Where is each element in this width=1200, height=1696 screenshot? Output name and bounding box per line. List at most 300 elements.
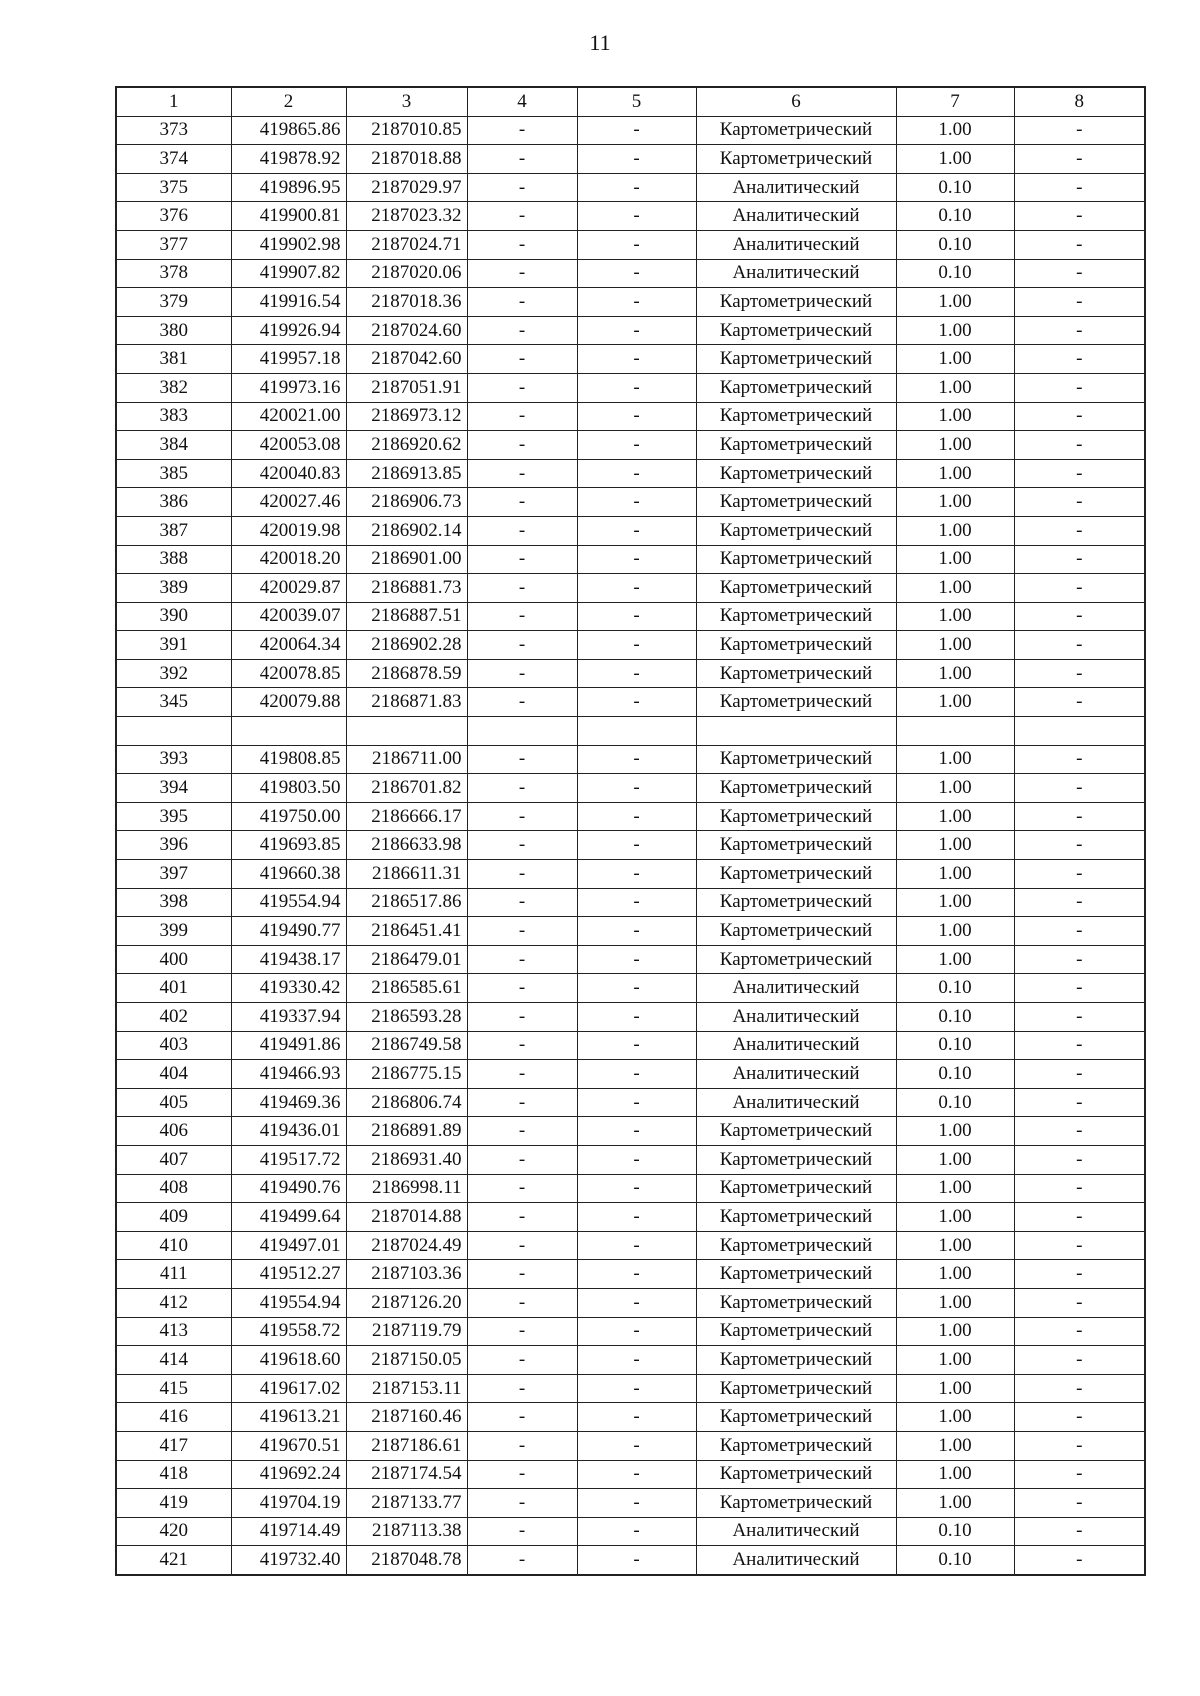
table-row [116, 602, 1145, 631]
table-cell: 2186998.11 [346, 1174, 467, 1203]
table-cell: - [577, 402, 696, 431]
table-row [116, 1517, 1145, 1546]
table-cell: - [1014, 1374, 1145, 1403]
table-cell [696, 717, 896, 746]
table-row [116, 1117, 1145, 1146]
table-cell: 1.00 [896, 659, 1014, 688]
table-row [116, 1489, 1145, 1518]
table-cell: 2187024.71 [346, 230, 467, 259]
table-cell: 1.00 [896, 688, 1014, 717]
table-cell: 414 [116, 1346, 231, 1375]
table-row [116, 831, 1145, 860]
table-cell: - [467, 345, 577, 374]
table-cell: - [467, 516, 577, 545]
table-cell: Картометрический [696, 1317, 896, 1346]
table-cell: 0.10 [896, 230, 1014, 259]
table-row [116, 1288, 1145, 1317]
table-cell: - [577, 202, 696, 231]
table-cell: 397 [116, 860, 231, 889]
table-cell: 419469.36 [231, 1088, 346, 1117]
table-cell: - [577, 1174, 696, 1203]
table-cell: - [1014, 1489, 1145, 1518]
table-cell: - [467, 1031, 577, 1060]
table-cell: 1.00 [896, 373, 1014, 402]
table-cell: Картометрический [696, 888, 896, 917]
table-cell: 421 [116, 1546, 231, 1575]
table-cell: Картометрический [696, 545, 896, 574]
table-row [116, 574, 1145, 603]
table-cell: 2186881.73 [346, 574, 467, 603]
table-cell: - [467, 373, 577, 402]
table-cell: Картометрический [696, 1145, 896, 1174]
table-cell: 419330.42 [231, 974, 346, 1003]
table-cell: 1.00 [896, 1403, 1014, 1432]
table-cell: 1.00 [896, 316, 1014, 345]
table-cell: 420 [116, 1517, 231, 1546]
table-cell: - [577, 974, 696, 1003]
table-cell: 2187014.88 [346, 1203, 467, 1232]
table-cell: - [1014, 974, 1145, 1003]
table-cell: - [577, 745, 696, 774]
table-cell: 384 [116, 431, 231, 460]
table-cell: 345 [116, 688, 231, 717]
table-cell: 1.00 [896, 345, 1014, 374]
table-row [116, 459, 1145, 488]
table-row [116, 1460, 1145, 1489]
table-cell: - [467, 1288, 577, 1317]
table-cell: - [1014, 488, 1145, 517]
table-row [116, 288, 1145, 317]
table-row [116, 545, 1145, 574]
table-row [116, 1060, 1145, 1089]
table-cell: - [1014, 1174, 1145, 1203]
table-cell: 1.00 [896, 574, 1014, 603]
table-cell: - [577, 259, 696, 288]
table-cell: 2187048.78 [346, 1546, 467, 1575]
table-row [116, 259, 1145, 288]
table-cell: - [1014, 202, 1145, 231]
table-cell [231, 717, 346, 746]
table-row [116, 945, 1145, 974]
table-body [116, 116, 1145, 1575]
table-cell: - [467, 1260, 577, 1289]
table-cell: - [1014, 259, 1145, 288]
table-cell [896, 717, 1014, 746]
table-cell: 418 [116, 1460, 231, 1489]
table-cell: Картометрический [696, 431, 896, 460]
table-cell: Картометрический [696, 1460, 896, 1489]
coordinates-table [115, 86, 1146, 1576]
table-cell: 400 [116, 945, 231, 974]
table-cell: 392 [116, 659, 231, 688]
table-cell: - [467, 173, 577, 202]
table-cell: 1.00 [896, 860, 1014, 889]
table-cell: Картометрический [696, 116, 896, 145]
table-cell: 419617.02 [231, 1374, 346, 1403]
table-row [116, 116, 1145, 145]
table-cell: 2186806.74 [346, 1088, 467, 1117]
table-cell: 419878.92 [231, 145, 346, 174]
table-cell: - [467, 1517, 577, 1546]
table-cell: 417 [116, 1431, 231, 1460]
table-cell: 1.00 [896, 459, 1014, 488]
table-cell: 388 [116, 545, 231, 574]
table-cell: 0.10 [896, 259, 1014, 288]
table-cell: 411 [116, 1260, 231, 1289]
table-cell: Картометрический [696, 488, 896, 517]
table-cell: 0.10 [896, 1060, 1014, 1089]
table-row [116, 1260, 1145, 1289]
table-cell: 2187051.91 [346, 373, 467, 402]
table-cell: 1.00 [896, 1145, 1014, 1174]
table-cell: - [1014, 917, 1145, 946]
table-cell: - [1014, 802, 1145, 831]
table-cell: 2187103.36 [346, 1260, 467, 1289]
table-row [116, 1374, 1145, 1403]
table-cell: 1.00 [896, 545, 1014, 574]
table-cell: Картометрический [696, 1231, 896, 1260]
table-cell: 376 [116, 202, 231, 231]
column-header: 5 [577, 87, 696, 116]
table-cell: 419957.18 [231, 345, 346, 374]
table-cell: - [467, 1174, 577, 1203]
table-cell: Аналитический [696, 1546, 896, 1575]
table-cell: 2186931.40 [346, 1145, 467, 1174]
table-cell: - [577, 1203, 696, 1232]
table-cell: - [467, 1231, 577, 1260]
table-cell: Картометрический [696, 1403, 896, 1432]
table-cell: - [577, 1317, 696, 1346]
table-cell: 419704.19 [231, 1489, 346, 1518]
table-cell: 1.00 [896, 774, 1014, 803]
table-cell: 420019.98 [231, 516, 346, 545]
table-cell: 2186887.51 [346, 602, 467, 631]
page-number: 11 [589, 30, 611, 55]
table-cell: 2187150.05 [346, 1346, 467, 1375]
table-cell: 2187023.32 [346, 202, 467, 231]
table-cell: 419499.64 [231, 1203, 346, 1232]
table-cell: Картометрический [696, 1489, 896, 1518]
table-cell: - [1014, 1431, 1145, 1460]
table-cell: 1.00 [896, 1431, 1014, 1460]
table-cell: 1.00 [896, 488, 1014, 517]
column-header: 2 [231, 87, 346, 116]
table-cell: - [577, 774, 696, 803]
table-cell: 420079.88 [231, 688, 346, 717]
table-cell: - [467, 116, 577, 145]
table-cell: - [467, 459, 577, 488]
table-cell: 1.00 [896, 917, 1014, 946]
table-row [116, 345, 1145, 374]
table-cell: - [467, 1346, 577, 1375]
table-cell: 1.00 [896, 1374, 1014, 1403]
table-cell: - [1014, 1031, 1145, 1060]
table-cell: 381 [116, 345, 231, 374]
table-cell: - [577, 659, 696, 688]
table-cell: - [467, 488, 577, 517]
table-cell: 408 [116, 1174, 231, 1203]
table-cell: Аналитический [696, 259, 896, 288]
table-cell: - [467, 1060, 577, 1089]
table-cell: - [1014, 1003, 1145, 1032]
table-cell: Картометрический [696, 373, 896, 402]
table-cell: 2187024.60 [346, 316, 467, 345]
table-cell: 1.00 [896, 1231, 1014, 1260]
table-cell: 380 [116, 316, 231, 345]
table-cell: 419490.76 [231, 1174, 346, 1203]
table-cell: - [1014, 173, 1145, 202]
table-cell: - [1014, 574, 1145, 603]
table-cell: - [577, 888, 696, 917]
table-cell: Картометрический [696, 659, 896, 688]
table-cell: - [467, 1203, 577, 1232]
table-cell: - [1014, 1288, 1145, 1317]
table-cell: 0.10 [896, 202, 1014, 231]
table-cell: - [1014, 459, 1145, 488]
table-cell: - [467, 860, 577, 889]
table-cell: Аналитический [696, 1517, 896, 1546]
table-cell: - [1014, 1546, 1145, 1575]
table-cell: 1.00 [896, 431, 1014, 460]
table-cell: 2186517.86 [346, 888, 467, 917]
table-cell: 1.00 [896, 116, 1014, 145]
table-cell: 1.00 [896, 602, 1014, 631]
table-cell: 2186901.00 [346, 545, 467, 574]
table-cell: - [467, 1546, 577, 1575]
table-cell: - [467, 202, 577, 231]
table-cell: - [577, 431, 696, 460]
table-cell: 2186585.61 [346, 974, 467, 1003]
table-cell: - [577, 116, 696, 145]
table-cell: 398 [116, 888, 231, 917]
table-cell: 0.10 [896, 1546, 1014, 1575]
table-cell: 420021.00 [231, 402, 346, 431]
table-cell: - [577, 1288, 696, 1317]
table-cell: 420078.85 [231, 659, 346, 688]
table-row [116, 1546, 1145, 1575]
table-cell: 1.00 [896, 1174, 1014, 1203]
table-cell: 1.00 [896, 1117, 1014, 1146]
table-cell [467, 717, 577, 746]
table-cell: 419732.40 [231, 1546, 346, 1575]
table-cell: 419491.86 [231, 1031, 346, 1060]
table-row [116, 1031, 1145, 1060]
table-cell: 2186451.41 [346, 917, 467, 946]
table-cell: 389 [116, 574, 231, 603]
table-cell: 2187174.54 [346, 1460, 467, 1489]
table-cell: - [577, 945, 696, 974]
table-cell: 0.10 [896, 1517, 1014, 1546]
table-cell: - [467, 288, 577, 317]
table-cell: 393 [116, 745, 231, 774]
table-cell: 374 [116, 145, 231, 174]
table-cell: - [467, 402, 577, 431]
table-cell: 1.00 [896, 1317, 1014, 1346]
table-cell: 420053.08 [231, 431, 346, 460]
table-cell: - [577, 574, 696, 603]
table-row [116, 1403, 1145, 1432]
table-cell: - [1014, 145, 1145, 174]
table-cell: 419337.94 [231, 1003, 346, 1032]
table-cell: 2186711.00 [346, 745, 467, 774]
table-cell: 2186479.01 [346, 945, 467, 974]
table-cell: 1.00 [896, 631, 1014, 660]
table-cell: Картометрический [696, 831, 896, 860]
table-cell: - [1014, 402, 1145, 431]
table-cell: 2187042.60 [346, 345, 467, 374]
table-cell: - [467, 1374, 577, 1403]
table-row [116, 373, 1145, 402]
table-cell: 402 [116, 1003, 231, 1032]
table-cell: - [467, 1403, 577, 1432]
table-cell: 419693.85 [231, 831, 346, 860]
table-cell: - [467, 774, 577, 803]
table-cell: 2186593.28 [346, 1003, 467, 1032]
table-cell: 2187160.46 [346, 1403, 467, 1432]
table-row [116, 1317, 1145, 1346]
table-cell: Картометрический [696, 1260, 896, 1289]
table-cell: - [1014, 1117, 1145, 1146]
table-cell: 391 [116, 631, 231, 660]
table-cell: - [577, 516, 696, 545]
table-cell: - [467, 1460, 577, 1489]
table-cell: 2186902.28 [346, 631, 467, 660]
table-cell: Картометрический [696, 774, 896, 803]
table-cell: 404 [116, 1060, 231, 1089]
table-cell: 419808.85 [231, 745, 346, 774]
table-cell: 419803.50 [231, 774, 346, 803]
table-cell: 2186906.73 [346, 488, 467, 517]
table-cell: Картометрический [696, 945, 896, 974]
table-cell: - [1014, 431, 1145, 460]
table-cell: - [577, 288, 696, 317]
table-cell: 419926.94 [231, 316, 346, 345]
table-cell: - [1014, 688, 1145, 717]
table-cell: - [467, 974, 577, 1003]
table-row [116, 1431, 1145, 1460]
table-cell: 378 [116, 259, 231, 288]
table-cell: - [577, 373, 696, 402]
column-header: 3 [346, 87, 467, 116]
table-cell: 419692.24 [231, 1460, 346, 1489]
table-cell: Аналитический [696, 202, 896, 231]
table-cell: 419750.00 [231, 802, 346, 831]
table-row [116, 659, 1145, 688]
table-cell: 419613.21 [231, 1403, 346, 1432]
table-cell: 2186891.89 [346, 1117, 467, 1146]
table-cell: - [1014, 631, 1145, 660]
table-row [116, 230, 1145, 259]
table-cell: - [467, 431, 577, 460]
table-cell: 385 [116, 459, 231, 488]
table-cell: 2186913.85 [346, 459, 467, 488]
table-cell: 403 [116, 1031, 231, 1060]
table-cell: 386 [116, 488, 231, 517]
table-cell: - [577, 917, 696, 946]
table-cell: Картометрический [696, 1174, 896, 1203]
column-header: 8 [1014, 87, 1145, 116]
table-cell: 2187119.79 [346, 1317, 467, 1346]
table-cell: 2186973.12 [346, 402, 467, 431]
table-cell: 2186871.83 [346, 688, 467, 717]
table-cell: 419896.95 [231, 173, 346, 202]
table-cell: 419438.17 [231, 945, 346, 974]
table-row [116, 917, 1145, 946]
table-cell: 419517.72 [231, 1145, 346, 1174]
table-cell: 2186749.58 [346, 1031, 467, 1060]
table-cell: - [467, 1003, 577, 1032]
table-cell: Аналитический [696, 230, 896, 259]
table-cell: 2187029.97 [346, 173, 467, 202]
table-cell: 420027.46 [231, 488, 346, 517]
table-row [116, 488, 1145, 517]
table-cell: Картометрический [696, 917, 896, 946]
table-cell: 1.00 [896, 1260, 1014, 1289]
table-cell: 1.00 [896, 1346, 1014, 1375]
table-cell: 394 [116, 774, 231, 803]
table-cell: 2187126.20 [346, 1288, 467, 1317]
table-cell: - [577, 145, 696, 174]
table-cell: - [577, 488, 696, 517]
table-cell: - [1014, 230, 1145, 259]
table-cell: - [577, 802, 696, 831]
table-cell: 419436.01 [231, 1117, 346, 1146]
table-cell: - [467, 688, 577, 717]
table-cell: Картометрический [696, 316, 896, 345]
table-cell: 416 [116, 1403, 231, 1432]
table-cell: - [577, 1489, 696, 1518]
table-cell: 1.00 [896, 888, 1014, 917]
table-cell: 373 [116, 116, 231, 145]
table-cell: 419916.54 [231, 288, 346, 317]
table-cell: - [467, 802, 577, 831]
table-cell: 401 [116, 974, 231, 1003]
table-cell: 0.10 [896, 1003, 1014, 1032]
table-cell: 2186902.14 [346, 516, 467, 545]
table-cell: - [467, 1489, 577, 1518]
table-cell: 419466.93 [231, 1060, 346, 1089]
table-row [116, 802, 1145, 831]
table-row [116, 717, 1145, 746]
table-cell: 399 [116, 917, 231, 946]
table-cell: 396 [116, 831, 231, 860]
table-cell: - [577, 1260, 696, 1289]
table-row [116, 431, 1145, 460]
table-cell: - [1014, 860, 1145, 889]
table-cell: - [1014, 1260, 1145, 1289]
table-cell: - [467, 230, 577, 259]
table-cell: - [577, 1031, 696, 1060]
table-row [116, 688, 1145, 717]
table-cell: Картометрический [696, 516, 896, 545]
table-row [116, 631, 1145, 660]
table-cell: - [1014, 1460, 1145, 1489]
table-cell: - [577, 173, 696, 202]
table-cell: 419 [116, 1489, 231, 1518]
table-cell: 1.00 [896, 288, 1014, 317]
table-cell: Аналитический [696, 1003, 896, 1032]
table-cell: 2187024.49 [346, 1231, 467, 1260]
table-cell: - [1014, 1346, 1145, 1375]
table-cell: 419554.94 [231, 1288, 346, 1317]
table-cell: - [467, 259, 577, 288]
table-cell: 0.10 [896, 1031, 1014, 1060]
table-cell: 377 [116, 230, 231, 259]
table-cell: - [577, 316, 696, 345]
table-cell: - [577, 1403, 696, 1432]
table-cell: - [1014, 774, 1145, 803]
table-cell: 390 [116, 602, 231, 631]
